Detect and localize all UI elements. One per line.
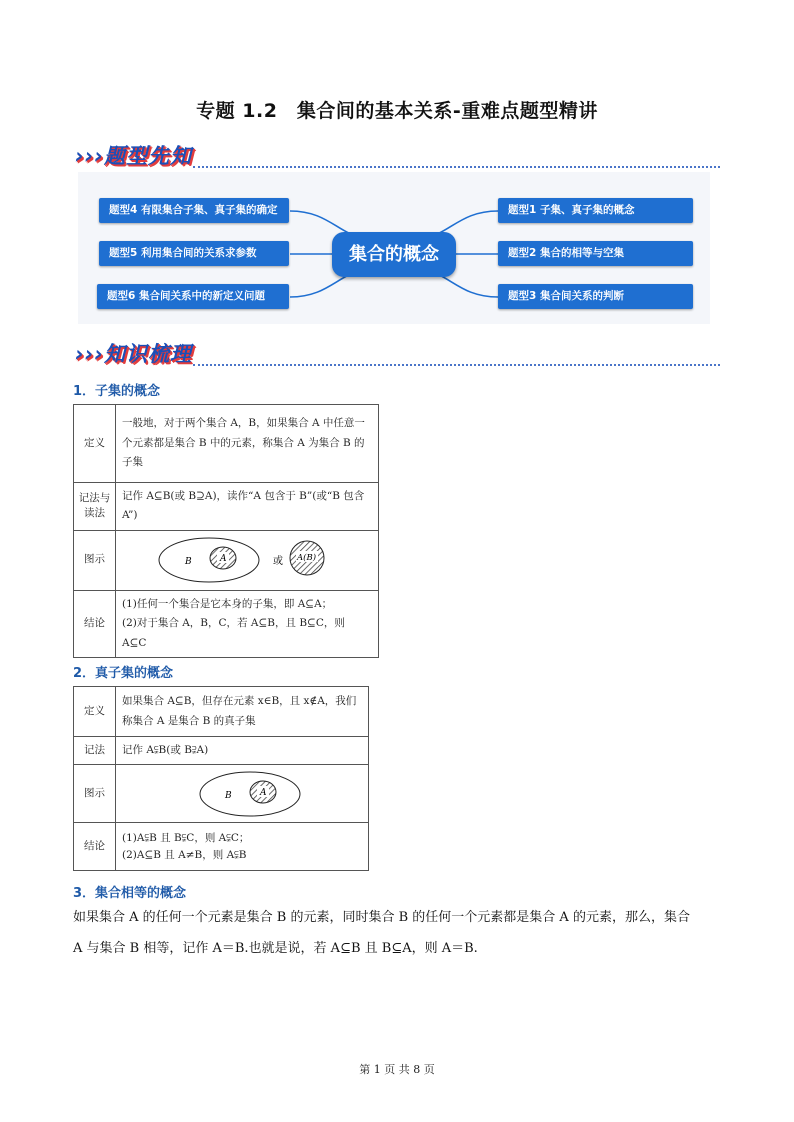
row-label: 图示: [74, 530, 116, 590]
table-row: [74, 687, 369, 737]
set-b-label: B: [185, 557, 192, 568]
mindmap-topic-4: 题型4 有限集合子集、真子集的确定: [99, 198, 289, 223]
section-heading-set-equality: 3．集合相等的概念: [73, 886, 187, 901]
paragraph-line: A 与集合 B 相等，记作 A＝B.也就是说，若 A⊆B 且 B⊆A，则 A＝B.: [73, 941, 478, 956]
banner-text: ›››知识梳理: [75, 342, 192, 366]
row-label: 记法: [74, 737, 116, 765]
row-label: 定义: [74, 687, 116, 737]
venn-diagram-subset: [116, 531, 378, 589]
set-a-label: A: [220, 554, 227, 565]
mindmap-topic-3: 题型3 集合间关系的判断: [498, 284, 693, 309]
table-row: [74, 530, 379, 590]
set-equal-label: A(B): [297, 553, 317, 564]
proper-subset-table: [73, 686, 369, 871]
row-conclusion: [116, 590, 379, 657]
row-label: 定义: [74, 405, 116, 483]
banner-divider: [193, 166, 720, 168]
row-definition: 一般地，对于两个集合 A，B，如果集合 A 中任意一个元素都是集合 B 中的元素，称集合 A 为集合 B 的子集: [116, 405, 379, 483]
row-definition: 如果集合 A⊆B，但存在元素 x∈B，且 x∉A，我们称集合 A 是集合 B 的真子集: [116, 687, 369, 737]
table-row: [74, 405, 379, 483]
or-label: 或: [273, 556, 283, 568]
page-footer: 第 1 页 共 8 页: [359, 1063, 435, 1076]
set-b-label: B: [225, 790, 232, 801]
mindmap-topic-6: 题型6 集合间关系中的新定义问题: [97, 284, 289, 309]
banner-question-preview: [75, 140, 720, 170]
table-row: [74, 765, 369, 823]
subset-concept-table: [73, 404, 379, 658]
row-label: 图示: [74, 765, 116, 823]
venn-diagram-proper-subset: [116, 766, 368, 822]
mindmap-center: 集合的概念: [332, 232, 456, 277]
conclusion-line: (1)任何一个集合是它本身的子集，即 A⊆A；: [122, 597, 333, 610]
table-row: [74, 823, 369, 871]
row-notation: 记作 A⫋B(或 B⫌A): [116, 737, 369, 765]
set-b-ellipse: [159, 538, 259, 582]
section-heading-subset: 1．子集的概念: [73, 384, 161, 399]
section-heading-proper-subset: 2．真子集的概念: [73, 666, 174, 681]
row-label: 结论: [74, 823, 116, 871]
banner-text: ›››题型先知: [75, 144, 192, 168]
conclusion-line: (2)A⊆B 且 A≠B，则 A⫋B: [122, 848, 247, 861]
row-conclusion: [116, 823, 369, 871]
table-row: [74, 590, 379, 657]
mindmap-topic-2: 题型2 集合的相等与空集: [498, 241, 693, 266]
table-row: [74, 737, 369, 765]
row-label: 结论: [74, 590, 116, 657]
row-label: 记法与读法: [74, 483, 116, 531]
row-notation: 记作 A⊆B(或 B⊇A)，读作“A 包含于 B”(或“B 包含 A”): [116, 483, 379, 531]
conclusion-line: (1)A⫋B 且 B⫋C，则 A⫋C；: [122, 832, 250, 845]
banner-knowledge-summary: [75, 338, 720, 368]
banner-divider: [193, 364, 720, 366]
row-diagram: [116, 530, 379, 590]
table-row: [74, 483, 379, 531]
row-diagram: [116, 765, 369, 823]
set-a-label: A: [260, 787, 267, 798]
page-title: 专题 1.2 集合间的基本关系-重难点题型精讲: [196, 100, 598, 122]
conclusion-line: (2)对于集合 A，B，C，若 A⊆B，且 B⊆C，则 A⊆C: [122, 617, 345, 649]
mindmap-topic-5: 题型5 利用集合间的关系求参数: [99, 241, 289, 266]
paragraph-line: 如果集合 A 的任何一个元素是集合 B 的元素，同时集合 B 的任何一个元素都是集合 A 的元素，那么，集合: [73, 910, 690, 925]
mindmap-topic-1: 题型1 子集、真子集的概念: [498, 198, 693, 223]
set-equality-paragraph: [73, 902, 733, 964]
